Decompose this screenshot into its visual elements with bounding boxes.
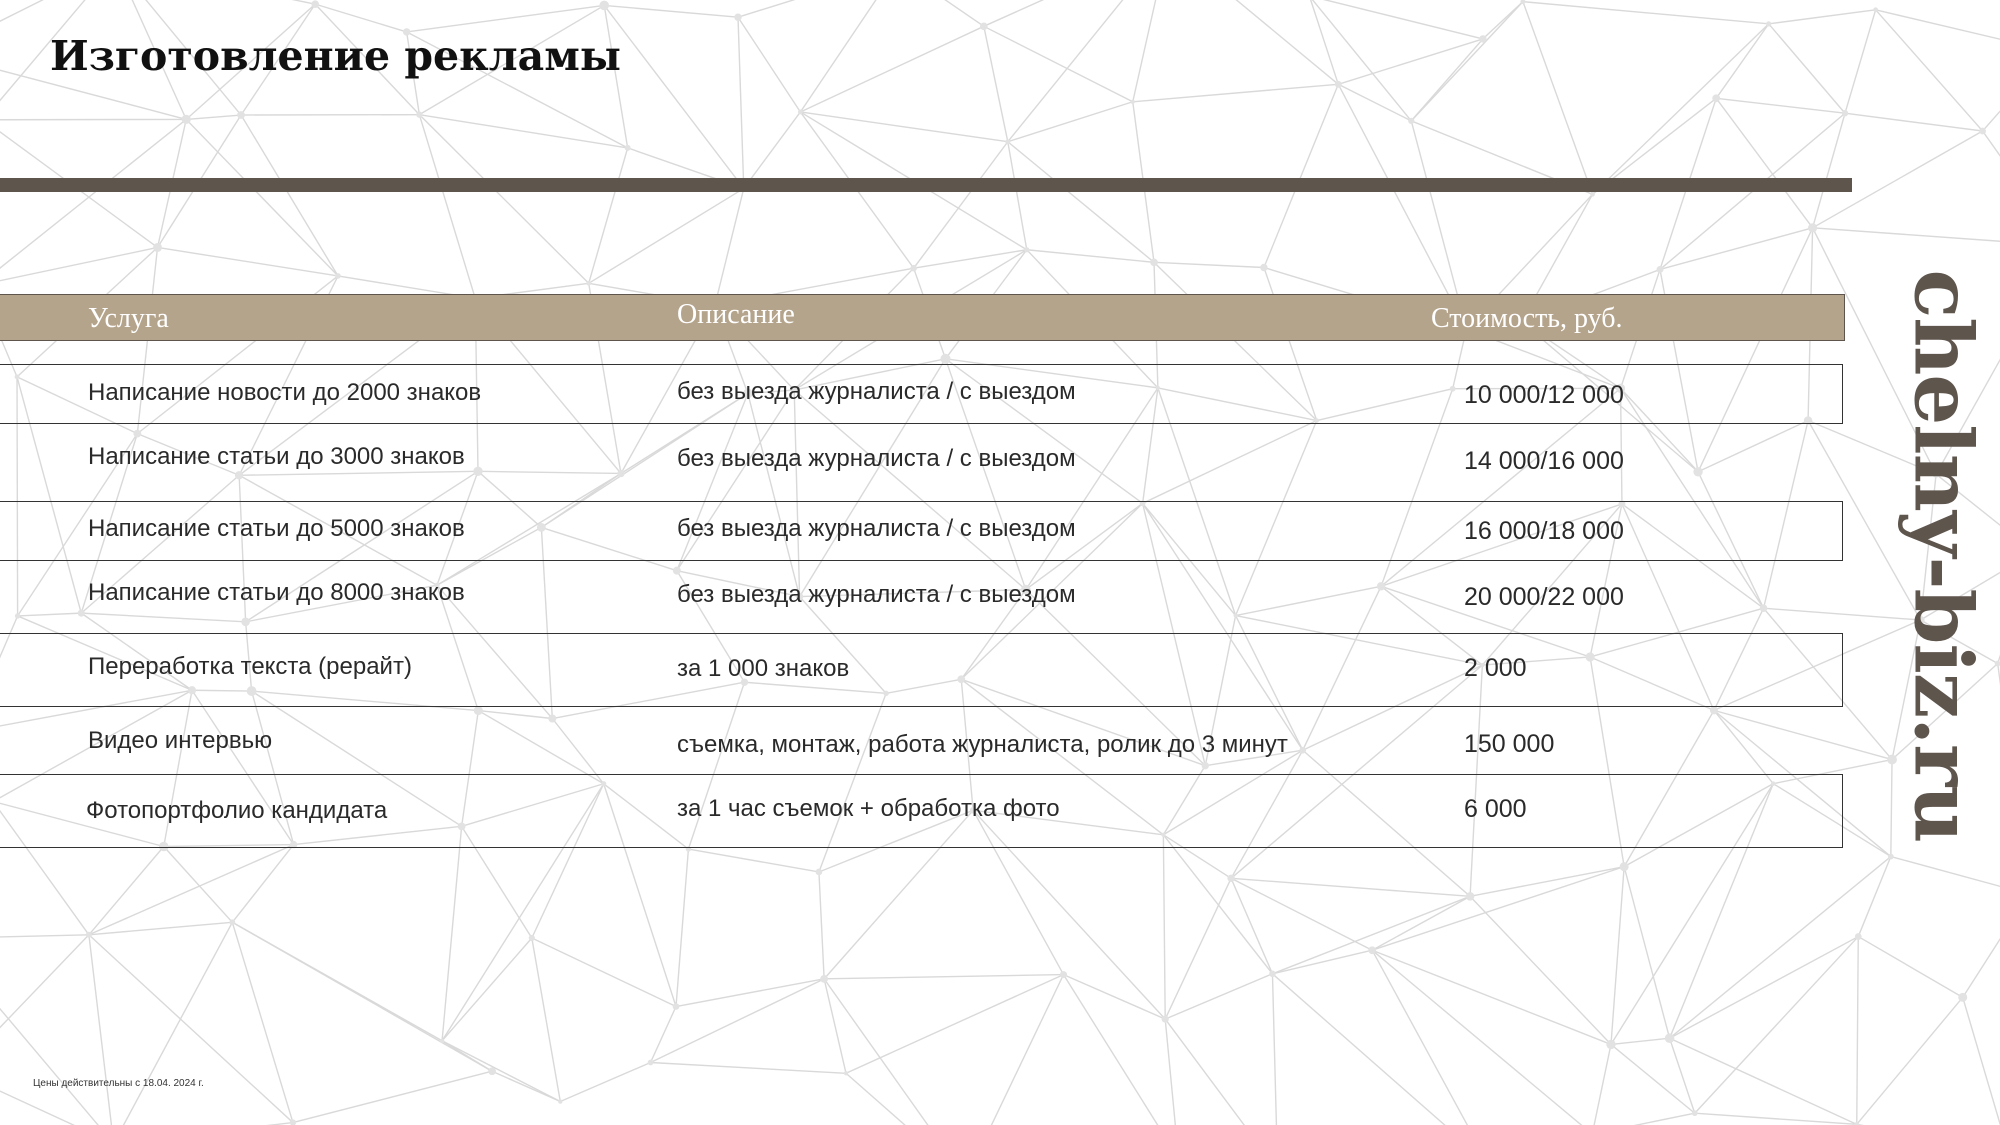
cell-service: Написание статьи до 8000 знаков <box>88 579 465 606</box>
table-row <box>0 561 1842 633</box>
cell-price: 6 000 <box>1464 795 1527 823</box>
cell-description: без выезда журналиста / с выездом <box>677 581 1076 608</box>
cell-description: без выезда журналиста / с выездом <box>677 378 1076 405</box>
validity-footnote: Цены действительны с 18.04. 2024 г. <box>33 1078 204 1089</box>
brand-logo <box>1888 269 1998 843</box>
cell-price: 14 000/16 000 <box>1464 447 1624 475</box>
cell-description: за 1 000 знаков <box>677 655 850 682</box>
table-header <box>0 294 1845 341</box>
cell-description: съемка, монтаж, работа журналиста, ролик до 3 минут <box>677 731 1288 758</box>
header-description: Описание <box>677 299 795 330</box>
cell-service: Написание статьи до 5000 знаков <box>88 515 465 542</box>
cell-description: без выезда журналиста / с выездом <box>677 515 1076 542</box>
table-row <box>0 501 1843 561</box>
cell-price: 16 000/18 000 <box>1464 517 1624 545</box>
header-price: Стоимость, руб. <box>1431 303 1623 334</box>
page-title: Изготовление рекламы <box>50 32 621 80</box>
brand-text: chelny-biz.ru <box>1896 269 1990 843</box>
cell-price: 20 000/22 000 <box>1464 583 1624 611</box>
cell-price: 2 000 <box>1464 654 1527 682</box>
title-divider <box>0 178 1852 192</box>
cell-service: Написание статьи до 3000 знаков <box>88 443 465 470</box>
cell-service: Написание новости до 2000 знаков <box>88 379 482 406</box>
cell-service: Фотопортфолио кандидата <box>86 797 388 824</box>
table-row <box>0 706 1842 773</box>
cell-description: без выезда журналиста / с выездом <box>677 445 1076 472</box>
table-row <box>0 424 1842 500</box>
cell-price: 10 000/12 000 <box>1464 381 1624 409</box>
cell-price: 150 000 <box>1464 730 1555 758</box>
table-row <box>0 633 1843 707</box>
table-row <box>0 364 1843 424</box>
cell-service: Переработка текста (рерайт) <box>88 653 412 680</box>
cell-service: Видео интервью <box>88 727 273 754</box>
cell-description: за 1 час съемок + обработка фото <box>677 795 1060 822</box>
header-service: Услуга <box>88 303 169 334</box>
table-row <box>0 774 1843 848</box>
